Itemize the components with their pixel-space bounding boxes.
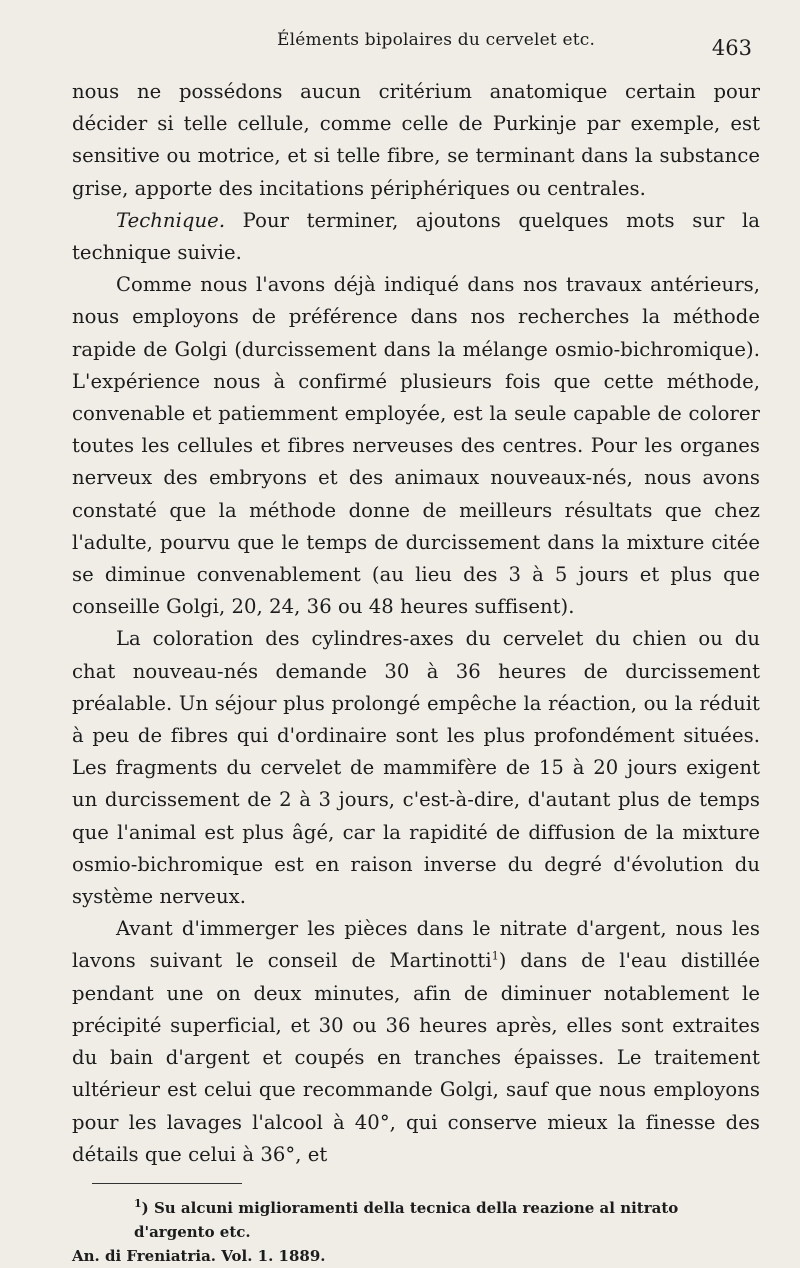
footnote [72, 1196, 760, 1268]
paragraph-5-part-b: ) dans de l'eau distillée pendant une on deux minutes, afin de diminuer notablement le précipité superficial, et 30 ou 36 heures après, elles sont extraites du bain d'argent et coupés en tranches épaisses. Le traitement ultérieur est celui que recommande Golgi, sauf que nous employons pour les lavages l'alcool à 40°, qui conserve mieux la finesse des détails que celui à 36°, et [72, 949, 760, 1166]
footnote-marker: 1 [134, 1196, 142, 1210]
page-header [72, 0, 760, 76]
footnote-line-1 [72, 1196, 760, 1244]
paragraph-5-part-a: Avant d'immerger les pièces dans le nitrate d'argent, nous les lavons suivant le conseil de Martinotti [72, 917, 760, 973]
footnote-reference: 1 [491, 949, 499, 963]
running-title: Éléments bipolaires du cervelet etc. [277, 30, 596, 50]
paragraph-1: nous ne possédons aucun critérium anatomique certain pour décider si telle cellule, comme celle de Purkinje par exemple, est sensitive ou motrice, et si telle fibre, se terminant dans la substance grise, apporte des incitations périphériques ou centrales. [72, 80, 760, 200]
footnote-rule [92, 1183, 242, 1184]
technique-text: Pour terminer, ajoutons quelques mots sur la technique suivie. [72, 208, 760, 265]
body-text [72, 76, 760, 1171]
footnote-text-1: ) Su alcuni miglioramenti della tecnica della reazione al nitrato d'argento etc. [134, 1198, 679, 1241]
page-number: 463 [711, 36, 752, 60]
paragraph-3: Comme nous l'avons déjà indiqué dans nos travaux antérieurs, nous employons de préférence dans nos recherches la méthode rapide de Golgi (durcissement dans la mélange osmio-bichromique). L'expérience nous à confirmé plusieurs fois que cette méthode, convenable et patiemment employée, est la seule capable de colorer toutes les cellules et fibres nerveuses des centres. Pour les organes nerveux des embryons et des animaux nouveaux-nés, nous avons constaté que la méthode donne de meilleurs résultats que chez l'adulte, pourvu que le temps de durcissement dans la mixture citée se diminue convenablement (au lieu des 3 à 5 jours et plus que conseille Golgi, 20, 24, 36 ou 48 heures suffisent). [72, 273, 760, 619]
paragraph-technique [72, 205, 760, 269]
technique-label: Technique. [116, 208, 226, 232]
paragraph-4: La coloration des cylindres-axes du cervelet du chien ou du chat nouveau-nés demande 30 à 36 heures de durcissement préalable. Un séjour plus prolongé empêche la réaction, ou la réduit à peu de fibres qui d'ordinaire sont les plus profondément situées. Les fragments du cervelet de mammifère de 15 à 20 jours exigent un durcissement de 2 à 3 jours, c'est-à-dire, d'autant plus de temps que l'animal est plus âgé, car la rapidité de diffusion de la mixture osmio-bichromique est en raison inverse du degré d'évolution du système nerveux. [72, 627, 760, 909]
paragraph-5 [72, 913, 760, 1171]
footnote-line-2: An. di Freniatria. Vol. 1. 1889. [72, 1246, 326, 1265]
